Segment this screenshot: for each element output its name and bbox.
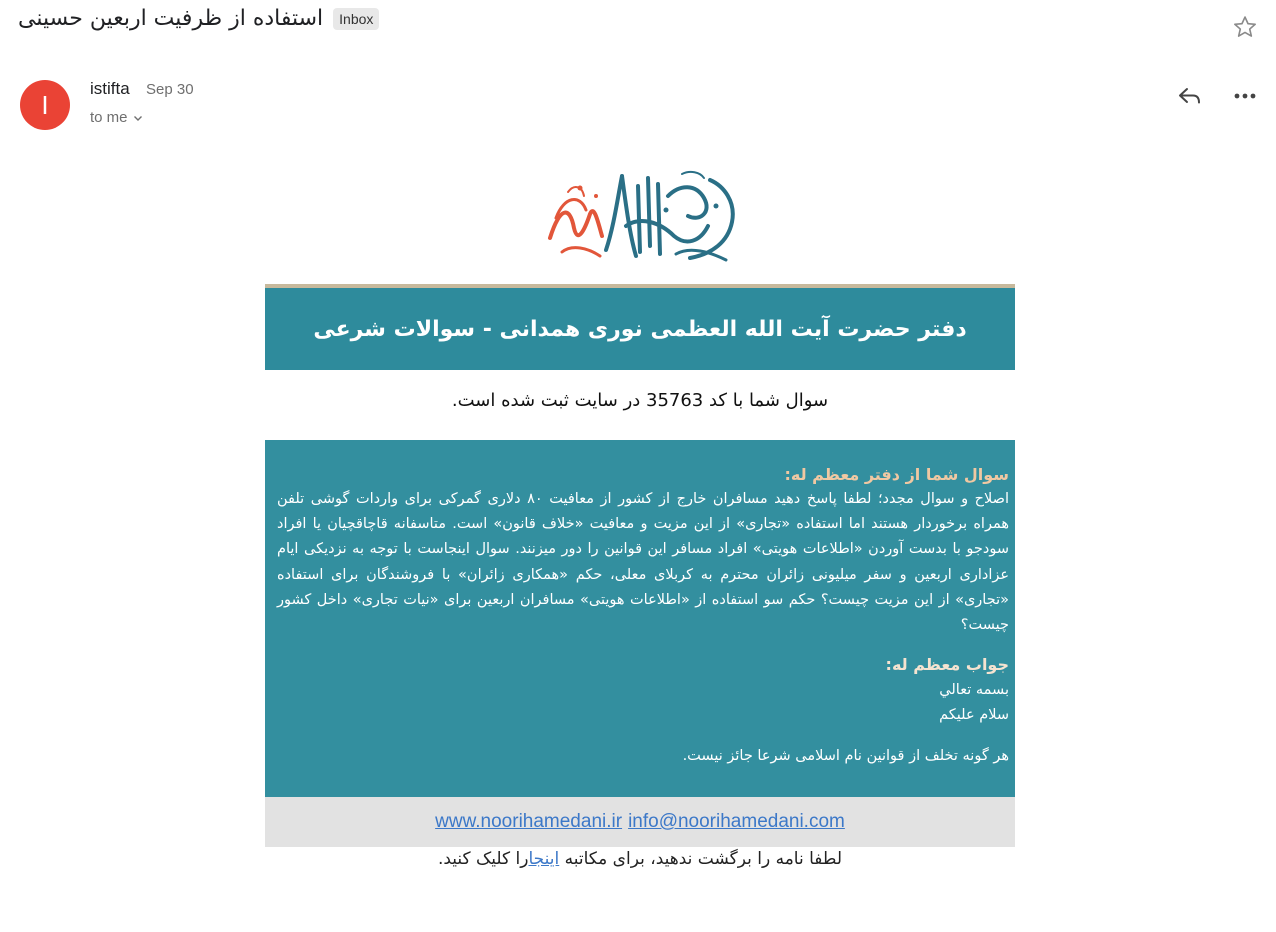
website-link[interactable]: www.noorihamedani.ir: [435, 811, 623, 832]
email-header-bar: [265, 284, 1015, 370]
recipient-details-toggle[interactable]: [90, 109, 144, 126]
sender-name[interactable]: istifta: [90, 79, 130, 98]
registration-code-line: سوال شما با کد 35763 در سایت ثبت شده است.: [451, 390, 829, 411]
question-heading: سوال شما از دفتر معظم له:: [784, 465, 1009, 484]
calligraphy-logo: [540, 166, 744, 266]
no-reply-notice: [265, 849, 1015, 869]
reply-icon[interactable]: [1176, 82, 1204, 110]
subject-row: [18, 6, 379, 31]
star-icon[interactable]: [1232, 14, 1258, 40]
chevron-down-icon: [132, 112, 144, 124]
contact-here-link[interactable]: اینجا: [528, 849, 560, 869]
recipient-label: to me: [90, 109, 128, 126]
answer-ruling: هر گونه تخلف از قوانین نام اسلامی شرعا جائز نیست.: [682, 748, 1009, 765]
answer-bismillah: بسمه تعالي: [939, 682, 1009, 699]
inbox-label-badge[interactable]: Inbox: [333, 8, 379, 30]
email-link[interactable]: info@noorihamedani.com: [628, 811, 845, 832]
more-options-icon[interactable]: [1232, 84, 1258, 108]
no-reply-text: لطفا نامه را برگشت ندهید، برای مکاتبه: [559, 849, 843, 869]
office-title: دفتر حضرت آیت الله العظمی نوری همدانی - سوالات شرعی: [313, 316, 967, 342]
answer-greeting: سلام علیکم: [939, 707, 1009, 724]
question-text: اصلاح و سوال مجدد؛ لطفا پاسخ دهید مسافران خارج از کشور از معافیت ۸۰ دلاری گمرکی برای واردات گوشی تلفن همراه برخوردار هستند اما استفاده «تجاری» از این مزیت و معافیت «خلاف قانون» است. متاسفانه قاچاقچیان یا افراد سودجو با بدست آوردن «اطلاعات هویتی» افراد مسافر این قوانین را دور میزنند. سوال اینجاست با توجه به نزدیکی ایام عزاداری اربعین و سفر میلیونی زائران محترم به کربلای معلی، حکم «همکاری زائران» با فروشندگان برای استفاده «تجاری» از این مزیت چیست؟ حکم سو استفاده از «اطلاعات هویتی» مسافران اربعین برای «نیات تجاری» داخل کشور چیست؟: [277, 491, 1009, 634]
answer-heading: جواب معظم له:: [885, 655, 1009, 675]
footer-links: [265, 797, 1015, 847]
question-answer-box: [265, 440, 1015, 797]
sender-avatar[interactable]: I: [20, 80, 70, 130]
email-subject: استفاده از ظرفیت اربعین حسینی: [18, 6, 324, 31]
email-date: Sep 30: [146, 81, 194, 98]
no-reply-text-end: را کلیک کنید.: [437, 849, 529, 869]
